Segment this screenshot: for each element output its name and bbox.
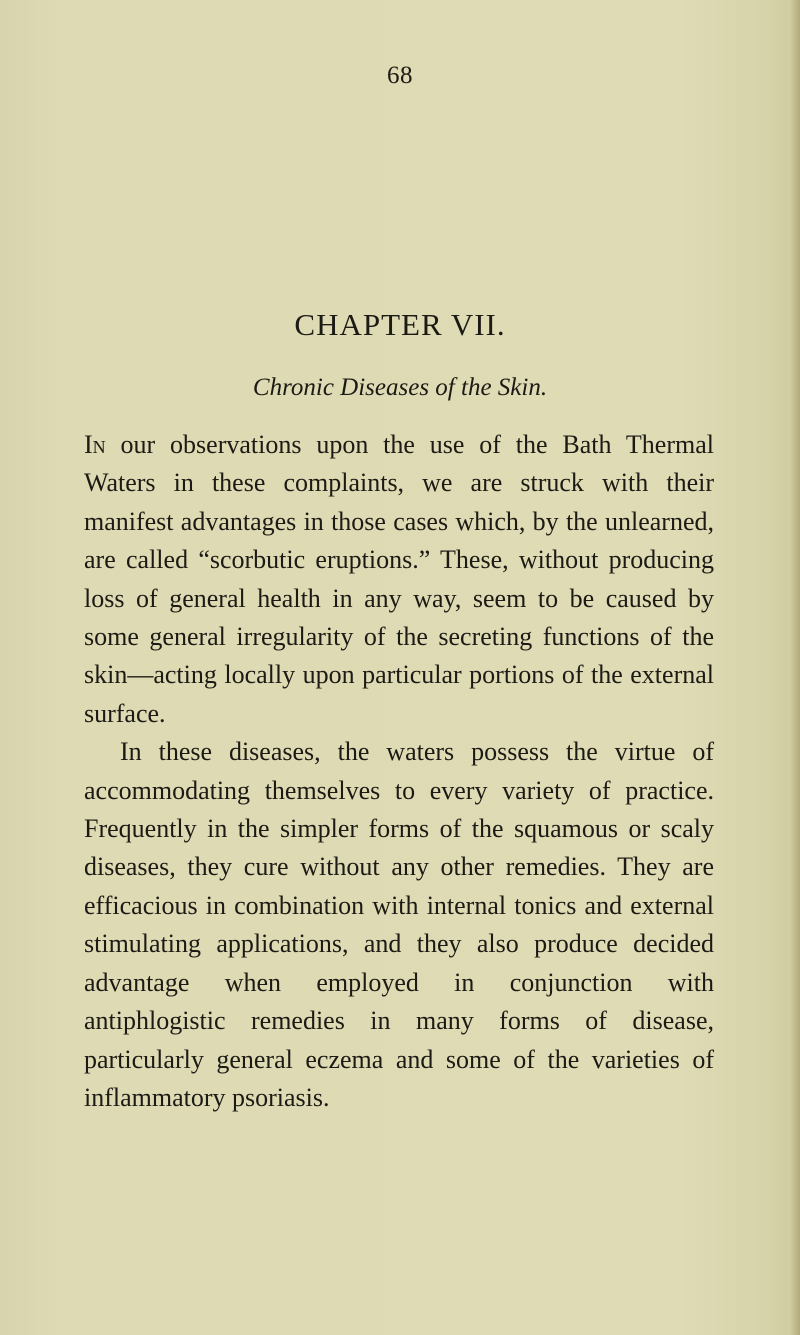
paragraph-1-text: our observations upon the use of the Bath Thermal Waters in these complaints, we are struck with their manifest advantages in those cases which, by the unlearned, are called “scorbutic eruptions.” These, without producing loss of general health in any way, seem to be caused by some general irregularity of the secreting functions of the skin—acting locally upon particular portions of the external surface. <box>84 430 714 728</box>
chapter-title: CHAPTER VII. <box>294 307 506 342</box>
body-text <box>84 426 714 1117</box>
paragraph-1 <box>84 426 714 733</box>
paragraph-1-lead-word: In <box>84 430 106 459</box>
page-number: 68 <box>387 62 413 89</box>
page-edge-shadow <box>790 0 800 1335</box>
paragraph-2: In these diseases, the waters possess the virtue of accommodating themselves to every variety of practice. Frequently in the simpler forms of the squamous or scaly diseases, they cure without any other remedies. They are efficacious in combination with internal tonics and external stimulating applications, and they also produce decided advantage when employed in conjunction with antiphlogistic remedies in many forms of disease, particularly general eczema and some of the varieties of inflammatory psoriasis. <box>84 737 714 1112</box>
chapter-subtitle: Chronic Diseases of the Skin. <box>252 374 548 401</box>
